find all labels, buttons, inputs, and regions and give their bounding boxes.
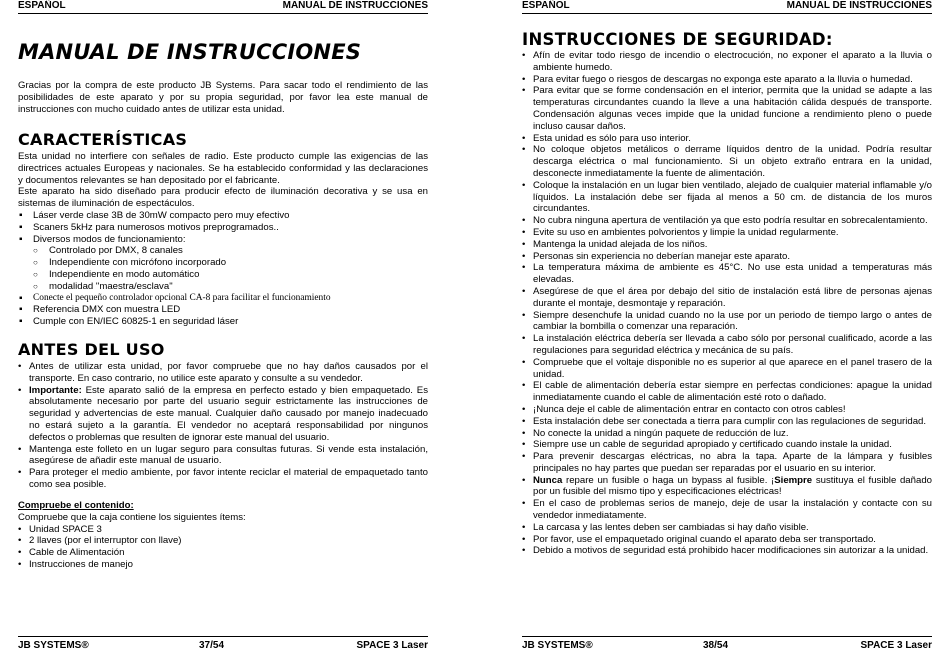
list-item: • Para evitar fuego o riesgos de descargas no exponga este aparato a la lluvia o humedad. xyxy=(522,74,932,86)
always-label: Siempre xyxy=(774,474,813,486)
page-header xyxy=(18,0,428,14)
before-use-section xyxy=(18,361,428,491)
contents-intro: Compruebe que la caja contiene los siguientes ítems: xyxy=(18,511,246,523)
list-item: • Antes de utilizar esta unidad, por favor compruebe que no hay daños causados por el transporte. En caso contrario, no utilice este aparato y consulte a su vendedor. xyxy=(18,361,428,385)
list-item: • Esta unidad es sólo para uso interior. xyxy=(522,133,932,145)
main-title: MANUAL DE INSTRUCCIONES xyxy=(18,40,362,64)
contents-list xyxy=(18,524,428,571)
list-item: • Esta instalación debe ser conectada a tierra para cumplir con las regulaciones de seguridad. xyxy=(522,416,932,428)
header-language: ESPAÑOL xyxy=(522,0,570,11)
footer-page-number: 38/54 xyxy=(703,640,729,651)
list-item: • Cable de Alimentación xyxy=(18,547,428,559)
modes-sublist xyxy=(18,245,428,292)
list-item: • Coloque la instalación en un lugar bien ventilado, alejado de cualquier material inflamable y/o líquidos. La instalación debe ser fijada al menos a 50 cm. de distancia de los muros circundantes. xyxy=(522,180,932,215)
list-item: ▪ Diversos modos de funcionamiento: xyxy=(18,234,428,246)
list-item: • ¡Nunca deje el cable de alimentación entrar en contacto con otros cables! xyxy=(522,404,932,416)
list-item: • El cable de alimentación debería estar siempre en perfectas condiciones: apague la unidad inmediatamente cuando el cable de alimentación esté roto o dañado. xyxy=(522,380,932,404)
list-item: • Para proteger el medio ambiente, por favor intente reciclar el material de empaquetado tanto como sea posible. xyxy=(18,467,428,491)
list-item: • Siempre desenchufe la unidad cuando no la use por un periodo de tiempo largo o antes de cambiar la bombilla o comenzar una reparación. xyxy=(522,310,932,334)
list-item: • En el caso de problemas serios de manejo, deje de usar la instalación y contacte con su vendedor inmediatamente. xyxy=(522,498,932,522)
contents-heading: Compruebe el contenido: xyxy=(18,500,134,511)
list-item: • Debido a motivos de seguridad está prohibido hacer modificaciones sin autorizar a la unidad. xyxy=(522,545,932,557)
before-use-heading: ANTES DEL USO xyxy=(18,340,165,359)
header-language: ESPAÑOL xyxy=(18,0,66,11)
sublist-item: ○ Controlado por DMX, 8 canales xyxy=(18,245,428,257)
sublist-item: ○ Independiente con micrófono incorporado xyxy=(18,257,428,269)
list-item: • La temperatura máxima de ambiente es 45°C. No use esta unidad a temperaturas más elevadas. xyxy=(522,262,932,286)
list-item: • No coloque objetos metálicos o derrame líquidos dentro de la unidad. Podría resultar descarga eléctrica o mal funcionamiento. Si un objeto extraño entrara en la unidad, desconecte inmediatamente la fuente de alimentación. xyxy=(522,144,932,179)
page-left xyxy=(18,0,428,654)
safety-list xyxy=(522,50,932,557)
features-heading: CARACTERÍSTICAS xyxy=(18,130,188,149)
list-item: ▪ Cumple con EN/IEC 60825-1 en seguridad láser xyxy=(18,316,428,328)
list-item: • Mantenga la unidad alejada de los niños. xyxy=(522,239,932,251)
contents-section xyxy=(18,500,428,571)
list-item: • Unidad SPACE 3 xyxy=(18,524,428,536)
list-item: • Evite su uso en ambientes polvorientos y limpie la unidad regularmente. xyxy=(522,227,932,239)
list-item: ▪ Conecte el pequeño controlador opcional CA-8 para facilitar el funcionamiento xyxy=(18,293,428,305)
list-item: ▪ Láser verde clase 3B de 30mW compacto pero muy efectivo xyxy=(18,210,428,222)
header-title: MANUAL DE INSTRUCCIONES xyxy=(282,0,428,11)
list-item: • Mantenga este folleto en un lugar seguro para consultas futuras. Si vende esta instalación, asegúrese de añadir este manual de usuario. xyxy=(18,444,428,468)
footer-product: SPACE 3 Laser xyxy=(356,640,428,651)
list-item: • Afín de evitar todo riesgo de incendio o electrocución, no exponer el aparato a la lluvia o ambiente humedo. xyxy=(522,50,932,74)
list-item: • La instalación eléctrica debería ser llevada a cabo sólo por personal cualificado, acorde a las regulaciones para seguridad eléctrica y mecánica de su país. xyxy=(522,333,932,357)
intro-paragraph: Gracias por la compra de este producto JB Systems. Para sacar todo el rendimiento de las posibilidades de este aparato y por su propia seguridad, por favor lea este manual de instrucciones con mucho cuidado antes de utilizar esta unidad. xyxy=(18,80,428,115)
list-item: ▪ Referencia DMX con muestra LED xyxy=(18,304,428,316)
before-use-list xyxy=(18,361,428,491)
features-section xyxy=(18,151,428,328)
features-paragraph-1: Esta unidad no interfiere con señales de radio. Este producto cumple las exigencias de las directrices actuales Europeas y nacionales. Se ha establecido conformidad y las declaraciones y documentos relevantes se han depositado por el fabricante. xyxy=(18,151,428,186)
safety-section xyxy=(522,50,932,557)
list-item: ▪ Scaners 5kHz para numerosos motivos preprogramados.. xyxy=(18,222,428,234)
features-list xyxy=(18,210,428,245)
page-footer xyxy=(522,636,932,652)
list-item: • Siempre use un cable de seguridad apropiado y certificado cuando instale la unidad. xyxy=(522,439,932,451)
footer-page-number: 37/54 xyxy=(199,640,225,651)
list-item: • Para evitar que se forme condensación en el interior, permita que la unidad se adapte a las temperaturas circundantes cuando la lleve a una habitación cálida después de transporte. Condensación algunas veces impide que la unidad funcione a rendimiento pleno o puede incluso causar daños. xyxy=(522,85,932,132)
safety-heading: INSTRUCCIONES DE SEGURIDAD: xyxy=(522,30,833,49)
footer-brand: JB SYSTEMS® xyxy=(18,640,89,651)
page-footer xyxy=(18,636,428,652)
list-item: • No cubra ninguna apertura de ventilación ya que esto podría resultar en sobrecalentamiento. xyxy=(522,215,932,227)
header-title: MANUAL DE INSTRUCCIONES xyxy=(786,0,932,11)
important-label: Importante: xyxy=(29,384,82,396)
features-list-continued xyxy=(18,293,428,328)
list-item: • Nunca repare un fusible o haga un bypass al fusible. ¡Siempre sustituya el fusible dañado por un fusible del mismo tipo y especificaciones eléctricas! xyxy=(522,475,932,499)
list-item: • Asegúrese de que el área por debajo del sitio de instalación está libre de personas ajenas durante el montaje, desmontaje y reparación. xyxy=(522,286,932,310)
page-header xyxy=(522,0,932,14)
list-item: • Para prevenir descargas eléctricas, no abra la tapa. Aparte de la lámpara y fusibles principales no hay partes que puedan ser reparadas por el usuario en su interior. xyxy=(522,451,932,475)
sublist-item: ○ modalidad "maestra/esclava" xyxy=(18,281,428,293)
list-item: • 2 llaves (por el interruptor con llave) xyxy=(18,535,428,547)
list-item: • No conecte la unidad a ningún paquete de reducción de luz. xyxy=(522,428,932,440)
footer-brand: JB SYSTEMS® xyxy=(522,640,593,651)
list-item: • Compruebe que el voltaje disponible no es superior al que aparece en el panel trasero de la unidad. xyxy=(522,357,932,381)
list-item: • Importante: Este aparato salió de la empresa en perfecto estado y bien empaquetado. Es absolutamente necesario por parte del usuario seguir estrictamente las instrucciones de seguridad y advertencias de este manual. Cualquier daño causado por manejo inadecuado no estará sujeto a la garantía. El vendedor no aceptará responsabilidad por ningunos defectos o problemas que resulten de ignorar este manual del usuario. xyxy=(18,385,428,444)
list-item: • Por favor, use el empaquetado original cuando el aparato deba ser transportado. xyxy=(522,534,932,546)
page-right xyxy=(522,0,932,654)
footer-product: SPACE 3 Laser xyxy=(860,640,932,651)
list-item: • Personas sin experiencia no deberían manejar este aparato. xyxy=(522,251,932,263)
never-label: Nunca xyxy=(533,474,563,486)
list-item: • Instrucciones de manejo xyxy=(18,559,428,571)
features-paragraph-2: Este aparato ha sido diseñado para producir efecto de iluminación decorativa y se usa en sistemas de iluminación de espectáculos. xyxy=(18,186,428,210)
list-item: • La carcasa y las lentes deben ser cambiadas si hay daño visible. xyxy=(522,522,932,534)
sublist-item: ○ Independiente en modo automático xyxy=(18,269,428,281)
